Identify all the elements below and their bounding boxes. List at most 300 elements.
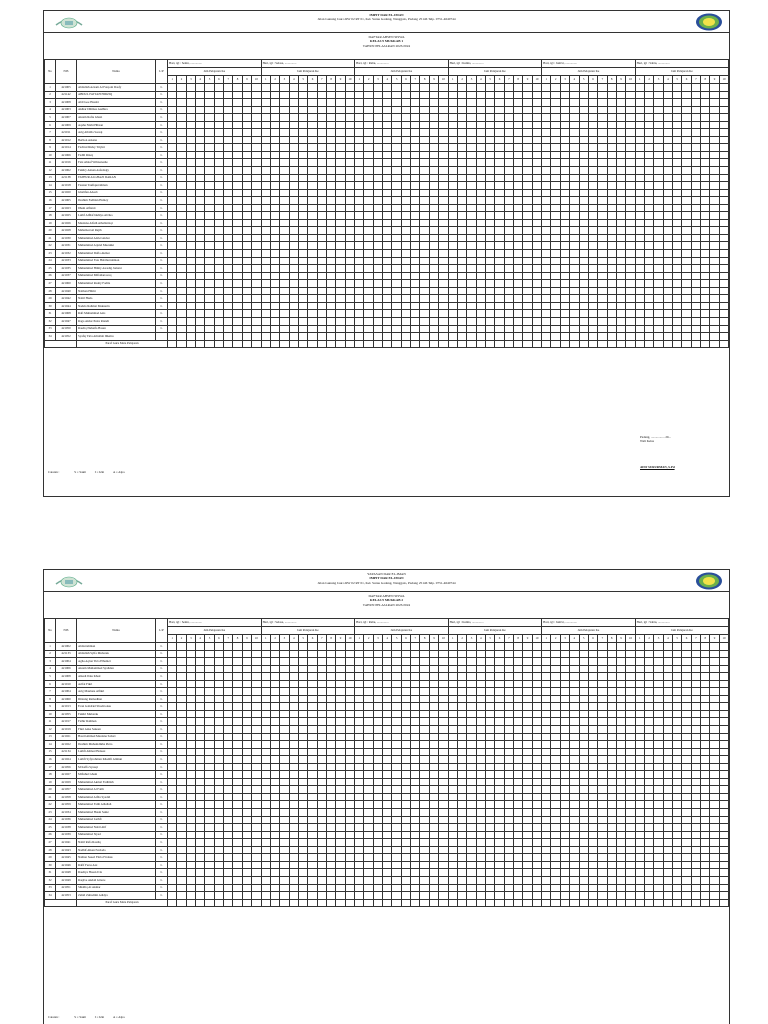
attendance-cell[interactable]	[168, 643, 177, 651]
attendance-cell[interactable]	[635, 861, 644, 869]
attendance-cell[interactable]	[710, 688, 719, 696]
attendance-cell[interactable]	[429, 317, 438, 325]
attendance-cell[interactable]	[579, 861, 588, 869]
attendance-cell[interactable]	[682, 756, 691, 764]
attendance-cell[interactable]	[504, 325, 513, 333]
attendance-cell[interactable]	[168, 809, 177, 817]
attendance-cell[interactable]	[701, 786, 710, 794]
attendance-cell[interactable]	[373, 159, 382, 167]
attendance-cell[interactable]	[616, 748, 625, 756]
attendance-cell[interactable]	[177, 182, 186, 190]
attendance-cell[interactable]	[663, 688, 672, 696]
attendance-cell[interactable]	[710, 302, 719, 310]
attendance-cell[interactable]	[579, 167, 588, 175]
attendance-cell[interactable]	[168, 257, 177, 265]
attendance-cell[interactable]	[196, 99, 205, 107]
attendance-cell[interactable]	[196, 250, 205, 258]
attendance-cell[interactable]	[205, 861, 214, 869]
attendance-cell[interactable]	[663, 204, 672, 212]
attendance-cell[interactable]	[467, 884, 476, 892]
attendance-cell[interactable]	[401, 257, 410, 265]
attendance-cell[interactable]	[270, 106, 279, 114]
attendance-cell[interactable]	[168, 227, 177, 235]
attendance-cell[interactable]	[495, 801, 504, 809]
attendance-cell[interactable]	[626, 106, 635, 114]
attendance-cell[interactable]	[364, 718, 373, 726]
attendance-cell[interactable]	[663, 159, 672, 167]
attendance-cell[interactable]	[476, 189, 485, 197]
attendance-cell[interactable]	[532, 204, 541, 212]
attendance-cell[interactable]	[336, 189, 345, 197]
attendance-cell[interactable]	[560, 151, 569, 159]
attendance-cell[interactable]	[710, 801, 719, 809]
attendance-cell[interactable]	[411, 99, 420, 107]
sign-cell[interactable]	[177, 899, 186, 907]
attendance-cell[interactable]	[719, 136, 728, 144]
attendance-cell[interactable]	[616, 265, 625, 273]
attendance-cell[interactable]	[317, 733, 326, 741]
attendance-cell[interactable]	[476, 333, 485, 341]
attendance-cell[interactable]	[691, 333, 700, 341]
attendance-cell[interactable]	[289, 839, 298, 847]
attendance-cell[interactable]	[429, 809, 438, 817]
attendance-cell[interactable]	[560, 771, 569, 779]
attendance-cell[interactable]	[177, 333, 186, 341]
attendance-cell[interactable]	[308, 831, 317, 839]
attendance-cell[interactable]	[457, 136, 466, 144]
attendance-cell[interactable]	[233, 741, 242, 749]
attendance-cell[interactable]	[504, 144, 513, 152]
attendance-cell[interactable]	[673, 129, 682, 137]
attendance-cell[interactable]	[336, 665, 345, 673]
attendance-cell[interactable]	[654, 114, 663, 122]
attendance-cell[interactable]	[719, 310, 728, 318]
attendance-cell[interactable]	[224, 824, 233, 832]
attendance-cell[interactable]	[719, 688, 728, 696]
attendance-cell[interactable]	[355, 741, 364, 749]
attendance-cell[interactable]	[457, 703, 466, 711]
attendance-cell[interactable]	[663, 257, 672, 265]
attendance-cell[interactable]	[214, 658, 223, 666]
attendance-cell[interactable]	[364, 272, 373, 280]
attendance-cell[interactable]	[476, 159, 485, 167]
attendance-cell[interactable]	[691, 272, 700, 280]
attendance-cell[interactable]	[261, 227, 270, 235]
attendance-cell[interactable]	[196, 91, 205, 99]
attendance-cell[interactable]	[663, 710, 672, 718]
attendance-cell[interactable]	[336, 643, 345, 651]
sign-cell[interactable]	[252, 899, 261, 907]
attendance-cell[interactable]	[196, 212, 205, 220]
attendance-cell[interactable]	[261, 718, 270, 726]
attendance-cell[interactable]	[177, 250, 186, 258]
attendance-cell[interactable]	[645, 272, 654, 280]
attendance-cell[interactable]	[570, 650, 579, 658]
attendance-cell[interactable]	[411, 695, 420, 703]
sign-cell[interactable]	[635, 899, 644, 907]
attendance-cell[interactable]	[336, 159, 345, 167]
attendance-cell[interactable]	[242, 816, 251, 824]
attendance-cell[interactable]	[439, 673, 448, 681]
attendance-cell[interactable]	[551, 892, 560, 900]
attendance-cell[interactable]	[373, 204, 382, 212]
attendance-cell[interactable]	[504, 748, 513, 756]
attendance-cell[interactable]	[532, 129, 541, 137]
attendance-cell[interactable]	[719, 892, 728, 900]
attendance-cell[interactable]	[168, 695, 177, 703]
attendance-cell[interactable]	[560, 839, 569, 847]
attendance-cell[interactable]	[308, 272, 317, 280]
attendance-cell[interactable]	[270, 680, 279, 688]
attendance-cell[interactable]	[504, 703, 513, 711]
attendance-cell[interactable]	[710, 189, 719, 197]
sign-cell[interactable]	[298, 340, 307, 348]
attendance-cell[interactable]	[673, 726, 682, 734]
attendance-cell[interactable]	[504, 242, 513, 250]
attendance-cell[interactable]	[233, 99, 242, 107]
attendance-cell[interactable]	[542, 167, 551, 175]
attendance-cell[interactable]	[691, 741, 700, 749]
attendance-cell[interactable]	[196, 219, 205, 227]
attendance-cell[interactable]	[532, 824, 541, 832]
attendance-cell[interactable]	[280, 257, 289, 265]
attendance-cell[interactable]	[691, 182, 700, 190]
attendance-cell[interactable]	[186, 763, 195, 771]
attendance-cell[interactable]	[186, 167, 195, 175]
attendance-cell[interactable]	[476, 121, 485, 129]
attendance-cell[interactable]	[392, 265, 401, 273]
attendance-cell[interactable]	[532, 786, 541, 794]
attendance-cell[interactable]	[326, 295, 335, 303]
attendance-cell[interactable]	[701, 726, 710, 734]
attendance-cell[interactable]	[289, 650, 298, 658]
attendance-cell[interactable]	[317, 793, 326, 801]
attendance-cell[interactable]	[673, 703, 682, 711]
attendance-cell[interactable]	[654, 801, 663, 809]
attendance-cell[interactable]	[224, 272, 233, 280]
attendance-cell[interactable]	[168, 295, 177, 303]
attendance-cell[interactable]	[682, 824, 691, 832]
attendance-cell[interactable]	[523, 846, 532, 854]
attendance-cell[interactable]	[485, 325, 494, 333]
attendance-cell[interactable]	[317, 234, 326, 242]
attendance-cell[interactable]	[467, 801, 476, 809]
attendance-cell[interactable]	[196, 816, 205, 824]
attendance-cell[interactable]	[270, 809, 279, 817]
attendance-cell[interactable]	[392, 876, 401, 884]
attendance-cell[interactable]	[326, 650, 335, 658]
attendance-cell[interactable]	[570, 204, 579, 212]
attendance-cell[interactable]	[645, 793, 654, 801]
attendance-cell[interactable]	[542, 884, 551, 892]
attendance-cell[interactable]	[364, 204, 373, 212]
attendance-cell[interactable]	[242, 756, 251, 764]
attendance-cell[interactable]	[336, 174, 345, 182]
attendance-cell[interactable]	[429, 718, 438, 726]
attendance-cell[interactable]	[663, 136, 672, 144]
attendance-cell[interactable]	[542, 325, 551, 333]
attendance-cell[interactable]	[355, 839, 364, 847]
attendance-cell[interactable]	[177, 189, 186, 197]
attendance-cell[interactable]	[392, 250, 401, 258]
attendance-cell[interactable]	[261, 302, 270, 310]
sign-cell[interactable]	[588, 340, 597, 348]
attendance-cell[interactable]	[214, 287, 223, 295]
attendance-cell[interactable]	[298, 121, 307, 129]
attendance-cell[interactable]	[308, 658, 317, 666]
attendance-cell[interactable]	[289, 219, 298, 227]
attendance-cell[interactable]	[429, 748, 438, 756]
attendance-cell[interactable]	[401, 197, 410, 205]
attendance-cell[interactable]	[205, 129, 214, 137]
attendance-cell[interactable]	[560, 688, 569, 696]
attendance-cell[interactable]	[205, 91, 214, 99]
attendance-cell[interactable]	[598, 91, 607, 99]
attendance-cell[interactable]	[186, 778, 195, 786]
attendance-cell[interactable]	[635, 219, 644, 227]
attendance-cell[interactable]	[560, 710, 569, 718]
attendance-cell[interactable]	[224, 317, 233, 325]
attendance-cell[interactable]	[514, 793, 523, 801]
attendance-cell[interactable]	[495, 129, 504, 137]
attendance-cell[interactable]	[439, 846, 448, 854]
attendance-cell[interactable]	[252, 884, 261, 892]
attendance-cell[interactable]	[392, 182, 401, 190]
attendance-cell[interactable]	[682, 718, 691, 726]
sign-cell[interactable]	[383, 899, 392, 907]
attendance-cell[interactable]	[514, 801, 523, 809]
attendance-cell[interactable]	[635, 839, 644, 847]
attendance-cell[interactable]	[224, 816, 233, 824]
attendance-cell[interactable]	[429, 703, 438, 711]
attendance-cell[interactable]	[485, 151, 494, 159]
attendance-cell[interactable]	[701, 861, 710, 869]
attendance-cell[interactable]	[261, 287, 270, 295]
attendance-cell[interactable]	[345, 302, 354, 310]
attendance-cell[interactable]	[654, 287, 663, 295]
attendance-cell[interactable]	[504, 197, 513, 205]
attendance-cell[interactable]	[560, 801, 569, 809]
attendance-cell[interactable]	[411, 159, 420, 167]
attendance-cell[interactable]	[691, 846, 700, 854]
attendance-cell[interactable]	[476, 325, 485, 333]
attendance-cell[interactable]	[317, 250, 326, 258]
attendance-cell[interactable]	[177, 287, 186, 295]
attendance-cell[interactable]	[551, 295, 560, 303]
attendance-cell[interactable]	[457, 265, 466, 273]
attendance-cell[interactable]	[177, 167, 186, 175]
attendance-cell[interactable]	[289, 302, 298, 310]
attendance-cell[interactable]	[701, 778, 710, 786]
attendance-cell[interactable]	[242, 325, 251, 333]
attendance-cell[interactable]	[420, 801, 429, 809]
attendance-cell[interactable]	[168, 325, 177, 333]
attendance-cell[interactable]	[383, 144, 392, 152]
attendance-cell[interactable]	[476, 695, 485, 703]
attendance-cell[interactable]	[682, 695, 691, 703]
attendance-cell[interactable]	[457, 151, 466, 159]
attendance-cell[interactable]	[326, 756, 335, 764]
attendance-cell[interactable]	[654, 295, 663, 303]
attendance-cell[interactable]	[485, 167, 494, 175]
attendance-cell[interactable]	[429, 816, 438, 824]
attendance-cell[interactable]	[626, 733, 635, 741]
attendance-cell[interactable]	[710, 136, 719, 144]
attendance-cell[interactable]	[626, 809, 635, 817]
attendance-cell[interactable]	[355, 688, 364, 696]
attendance-cell[interactable]	[710, 839, 719, 847]
attendance-cell[interactable]	[588, 718, 597, 726]
attendance-cell[interactable]	[355, 824, 364, 832]
attendance-cell[interactable]	[457, 295, 466, 303]
attendance-cell[interactable]	[261, 242, 270, 250]
attendance-cell[interactable]	[523, 695, 532, 703]
attendance-cell[interactable]	[373, 280, 382, 288]
attendance-cell[interactable]	[298, 295, 307, 303]
attendance-cell[interactable]	[504, 159, 513, 167]
sign-cell[interactable]	[392, 340, 401, 348]
attendance-cell[interactable]	[429, 151, 438, 159]
attendance-cell[interactable]	[598, 189, 607, 197]
attendance-cell[interactable]	[476, 272, 485, 280]
attendance-cell[interactable]	[205, 84, 214, 92]
attendance-cell[interactable]	[626, 99, 635, 107]
attendance-cell[interactable]	[168, 793, 177, 801]
attendance-cell[interactable]	[270, 710, 279, 718]
attendance-cell[interactable]	[317, 846, 326, 854]
attendance-cell[interactable]	[355, 695, 364, 703]
attendance-cell[interactable]	[476, 892, 485, 900]
attendance-cell[interactable]	[654, 333, 663, 341]
attendance-cell[interactable]	[457, 688, 466, 696]
attendance-cell[interactable]	[598, 212, 607, 220]
attendance-cell[interactable]	[261, 831, 270, 839]
attendance-cell[interactable]	[476, 287, 485, 295]
attendance-cell[interactable]	[224, 846, 233, 854]
attendance-cell[interactable]	[457, 726, 466, 734]
attendance-cell[interactable]	[186, 234, 195, 242]
attendance-cell[interactable]	[401, 695, 410, 703]
sign-cell[interactable]	[495, 899, 504, 907]
attendance-cell[interactable]	[635, 317, 644, 325]
attendance-cell[interactable]	[280, 310, 289, 318]
attendance-cell[interactable]	[588, 892, 597, 900]
attendance-cell[interactable]	[326, 287, 335, 295]
attendance-cell[interactable]	[289, 114, 298, 122]
attendance-cell[interactable]	[289, 212, 298, 220]
attendance-cell[interactable]	[701, 756, 710, 764]
attendance-cell[interactable]	[214, 778, 223, 786]
attendance-cell[interactable]	[560, 280, 569, 288]
attendance-cell[interactable]	[654, 167, 663, 175]
attendance-cell[interactable]	[298, 167, 307, 175]
attendance-cell[interactable]	[383, 121, 392, 129]
attendance-cell[interactable]	[177, 748, 186, 756]
attendance-cell[interactable]	[635, 114, 644, 122]
sign-cell[interactable]	[457, 340, 466, 348]
attendance-cell[interactable]	[252, 726, 261, 734]
attendance-cell[interactable]	[280, 174, 289, 182]
attendance-cell[interactable]	[457, 778, 466, 786]
attendance-cell[interactable]	[514, 748, 523, 756]
attendance-cell[interactable]	[495, 242, 504, 250]
attendance-cell[interactable]	[429, 771, 438, 779]
attendance-cell[interactable]	[579, 869, 588, 877]
attendance-cell[interactable]	[186, 295, 195, 303]
attendance-cell[interactable]	[598, 197, 607, 205]
attendance-cell[interactable]	[401, 718, 410, 726]
attendance-cell[interactable]	[336, 136, 345, 144]
attendance-cell[interactable]	[663, 114, 672, 122]
attendance-cell[interactable]	[485, 643, 494, 651]
attendance-cell[interactable]	[373, 129, 382, 137]
attendance-cell[interactable]	[364, 325, 373, 333]
attendance-cell[interactable]	[429, 658, 438, 666]
attendance-cell[interactable]	[355, 876, 364, 884]
attendance-cell[interactable]	[616, 295, 625, 303]
attendance-cell[interactable]	[355, 151, 364, 159]
sign-cell[interactable]	[579, 340, 588, 348]
attendance-cell[interactable]	[317, 189, 326, 197]
attendance-cell[interactable]	[485, 204, 494, 212]
attendance-cell[interactable]	[682, 234, 691, 242]
attendance-cell[interactable]	[196, 174, 205, 182]
attendance-cell[interactable]	[560, 748, 569, 756]
attendance-cell[interactable]	[682, 333, 691, 341]
attendance-cell[interactable]	[355, 801, 364, 809]
attendance-cell[interactable]	[411, 151, 420, 159]
attendance-cell[interactable]	[598, 106, 607, 114]
attendance-cell[interactable]	[411, 182, 420, 190]
attendance-cell[interactable]	[233, 159, 242, 167]
attendance-cell[interactable]	[242, 136, 251, 144]
attendance-cell[interactable]	[392, 197, 401, 205]
attendance-cell[interactable]	[289, 333, 298, 341]
attendance-cell[interactable]	[448, 861, 457, 869]
attendance-cell[interactable]	[233, 167, 242, 175]
attendance-cell[interactable]	[626, 167, 635, 175]
attendance-cell[interactable]	[616, 756, 625, 764]
attendance-cell[interactable]	[345, 189, 354, 197]
attendance-cell[interactable]	[514, 106, 523, 114]
attendance-cell[interactable]	[495, 280, 504, 288]
attendance-cell[interactable]	[448, 317, 457, 325]
attendance-cell[interactable]	[570, 234, 579, 242]
attendance-cell[interactable]	[317, 219, 326, 227]
attendance-cell[interactable]	[616, 793, 625, 801]
attendance-cell[interactable]	[607, 114, 616, 122]
attendance-cell[interactable]	[532, 710, 541, 718]
attendance-cell[interactable]	[504, 710, 513, 718]
attendance-cell[interactable]	[439, 257, 448, 265]
attendance-cell[interactable]	[420, 272, 429, 280]
attendance-cell[interactable]	[345, 280, 354, 288]
attendance-cell[interactable]	[196, 280, 205, 288]
attendance-cell[interactable]	[261, 884, 270, 892]
attendance-cell[interactable]	[626, 680, 635, 688]
attendance-cell[interactable]	[364, 726, 373, 734]
attendance-cell[interactable]	[308, 884, 317, 892]
attendance-cell[interactable]	[429, 726, 438, 734]
attendance-cell[interactable]	[626, 839, 635, 847]
attendance-cell[interactable]	[177, 144, 186, 152]
attendance-cell[interactable]	[233, 333, 242, 341]
attendance-cell[interactable]	[495, 257, 504, 265]
attendance-cell[interactable]	[598, 174, 607, 182]
attendance-cell[interactable]	[607, 831, 616, 839]
attendance-cell[interactable]	[298, 219, 307, 227]
attendance-cell[interactable]	[710, 265, 719, 273]
